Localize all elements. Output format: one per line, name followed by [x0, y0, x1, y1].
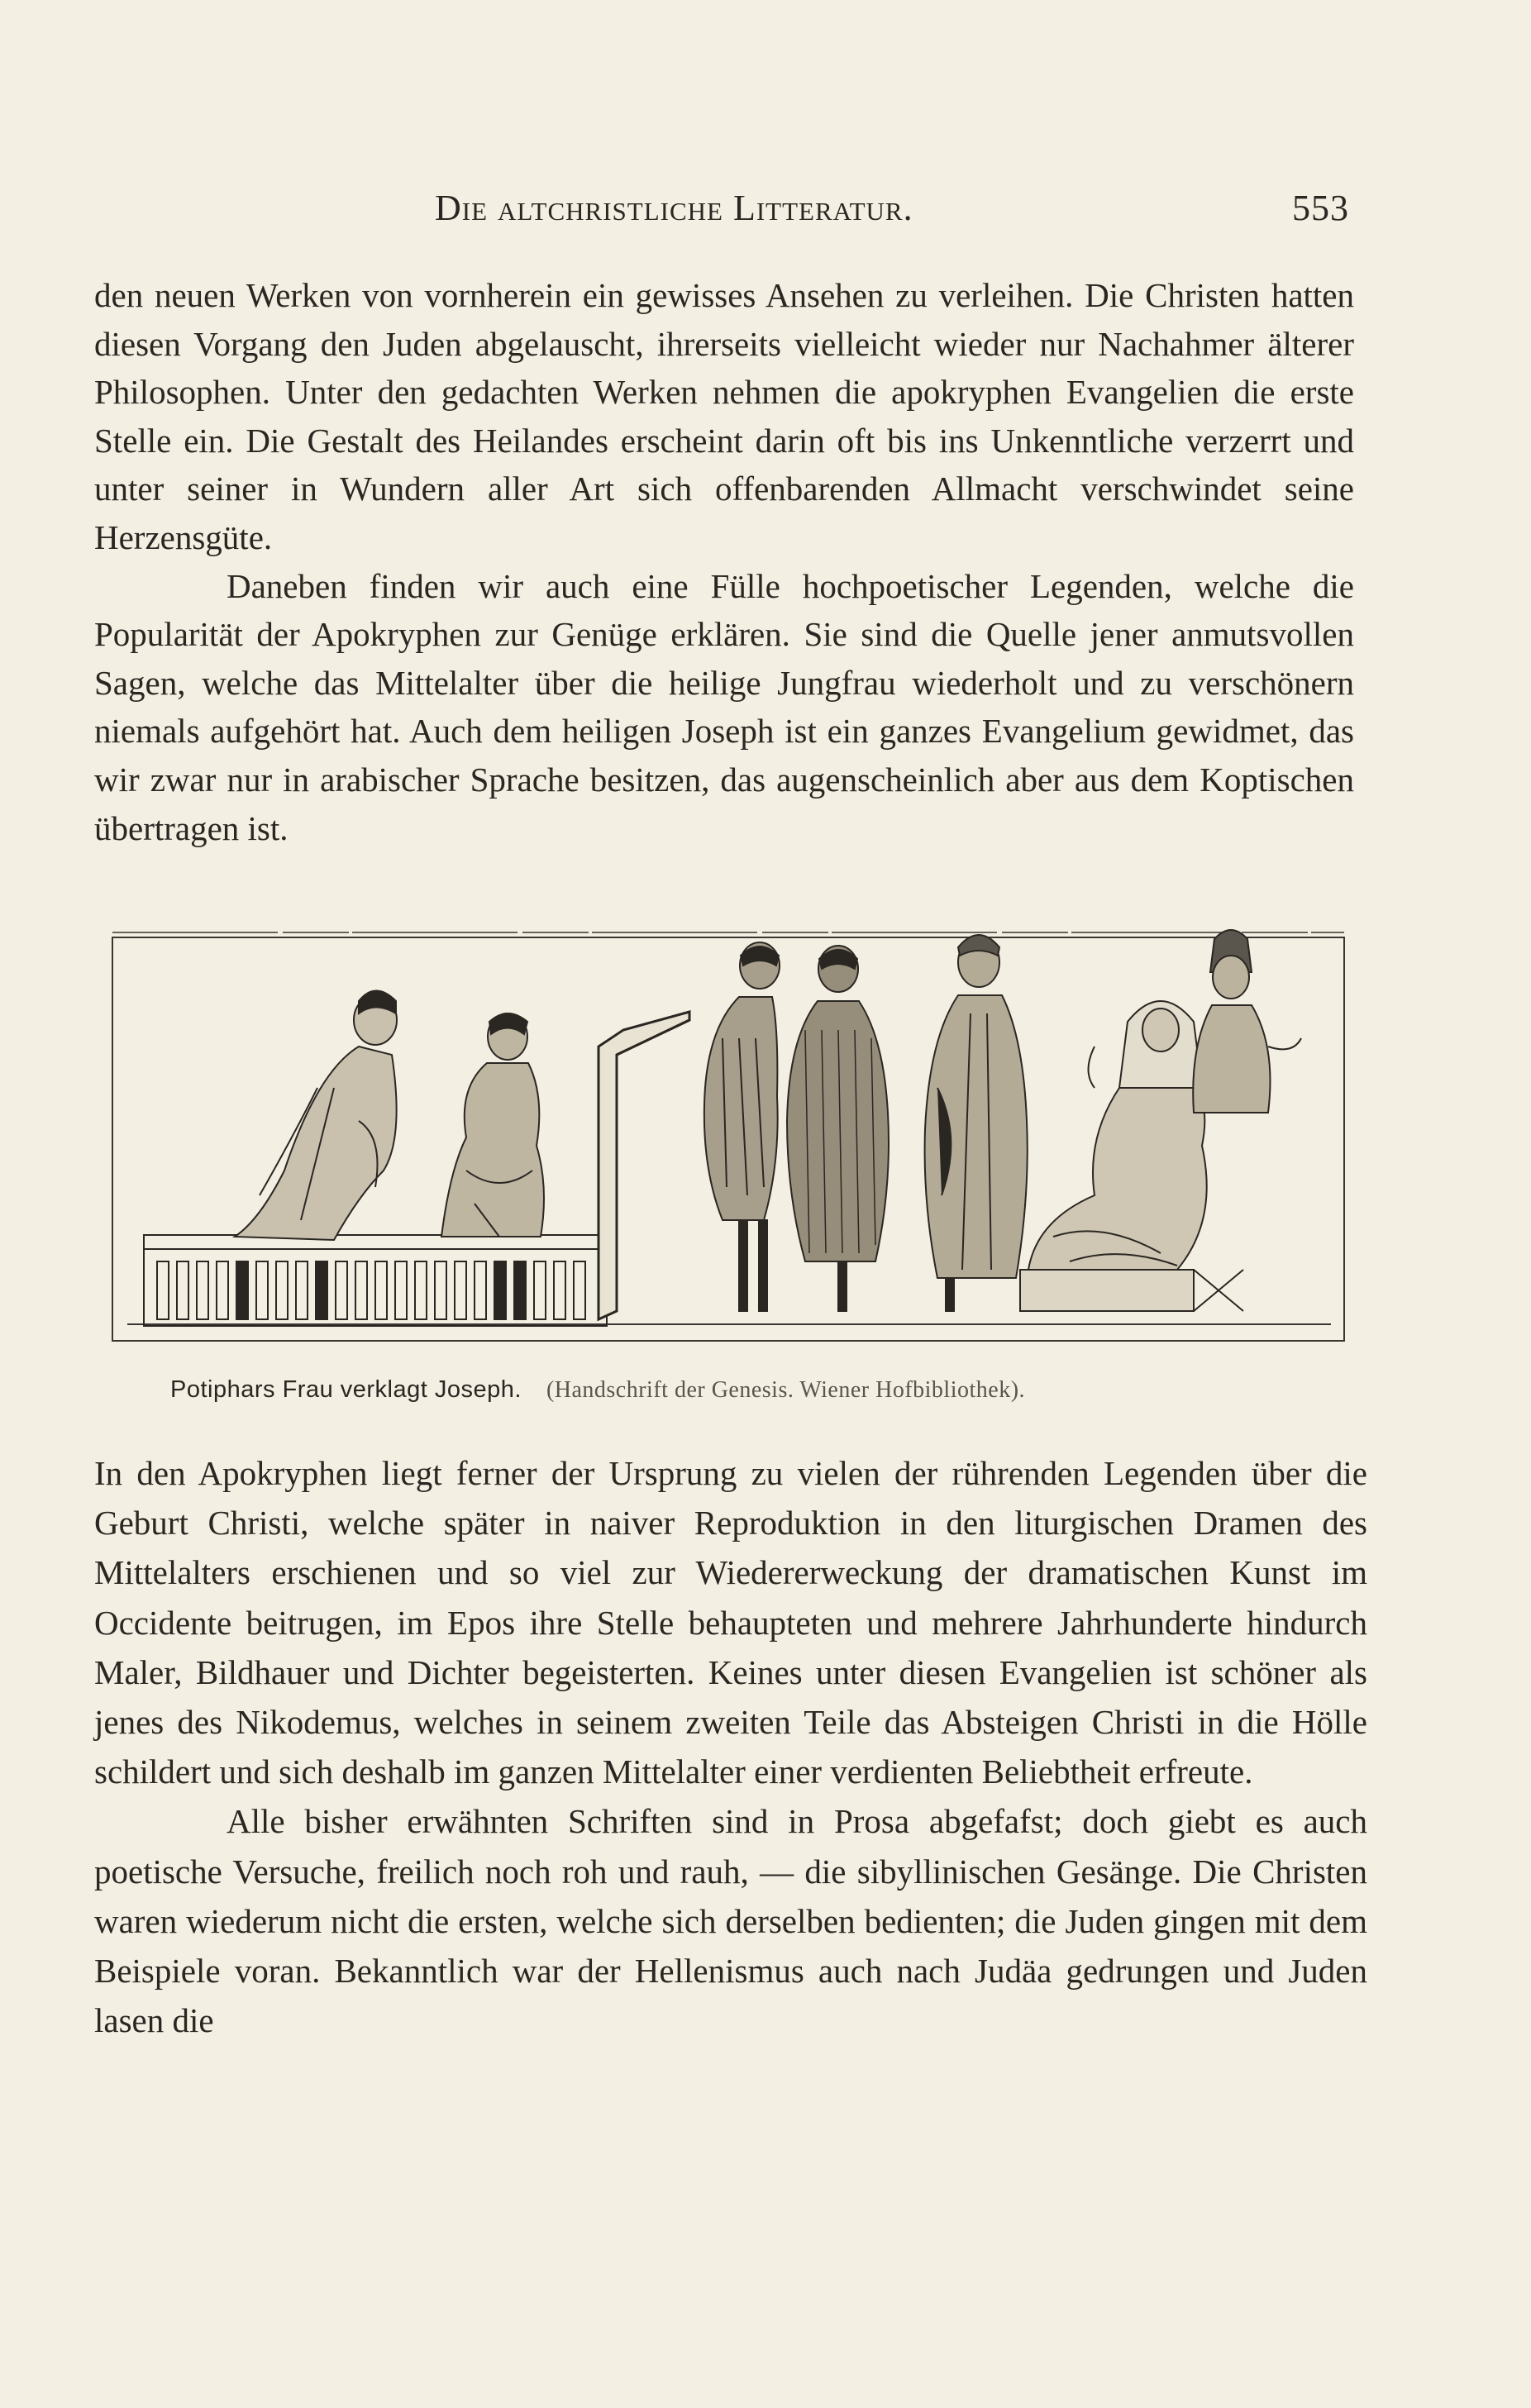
balustrade-posts [157, 1261, 585, 1319]
figure-standing-man-2 [787, 946, 889, 1311]
figure-servant [1193, 930, 1301, 1113]
figure-standing-man-3 [925, 935, 1028, 1311]
illustration-potiphar [111, 923, 1347, 1344]
text-block-upper [94, 271, 1354, 852]
running-header [96, 187, 1349, 236]
engraving-illustration [111, 923, 1347, 1344]
figure-seated-woman [441, 1013, 544, 1237]
caption-title: Potiphars Frau verklagt Joseph. [170, 1376, 522, 1403]
figure-kneeling-man [235, 991, 397, 1241]
doorway [599, 1012, 689, 1319]
balustrade [144, 1235, 607, 1326]
paragraph: Daneben finden wir auch eine Fülle hochpoetischer Legenden, welche die Popularität der Apokryphen zur Genüge erklären. Sie sind die Quelle jener anmutsvollen Sagen, welche das Mittelalter über die heilige Jungfrau wiederholt und zu verschönern niemals aufgehört hat. Auch dem heiligen Joseph ist ein ganzes Evangelium gewidmet, das wir zwar nur in arabischer Sprache besitzen, das augenscheinlich aber aus dem Koptischen übertragen ist. [94, 566, 1354, 847]
figure-caption [170, 1376, 1344, 1404]
paragraph: den neuen Werken von vornherein ein gewisses Ansehen zu verleihen. Die Christen hatten diesen Vorgang den Juden abgelauscht, ihrerseits vielleicht wieder nur Nachahmer älterer Philosophen. Unter den gedachten Werken nehmen die apokryphen Evangelien die erste Stelle ein. Die Gestalt des Heilandes erscheint darin oft bis ins Unkenntliche verzerrt und unter seiner in Wundern aller Art sich offenbarenden Allmacht verschwindet seine Herzensgüte. [94, 276, 1354, 556]
figure-standing-man-1 [704, 942, 780, 1311]
page-number: 553 [1292, 188, 1349, 228]
running-title: Die altchristliche Litteratur. [435, 188, 913, 228]
text-block-lower [94, 1448, 1367, 2045]
paragraph: Alle bisher erwähnten Schriften sind in Prosa abgefafst; doch giebt es auch poetische Versuche, freilich noch roh und rauh, — die sibyllinischen Gesänge. Die Christen waren wiederum nicht die ersten, welche sich derselben bedienten; die Juden gingen mit dem Beispiele voran. Bekanntlich war der Hellenismus auch nach Judäa gedrungen und Juden lasen die [94, 1802, 1367, 2040]
caption-source: (Handschrift der Genesis. Wiener Hofbibliothek). [546, 1377, 1026, 1403]
paragraph: In den Apokryphen liegt ferner der Ursprung zu vielen der rührenden Legenden über die Geburt Christi, welche später in naiver Reproduktion in den liturgischen Dramen des Mittelalters erschienen und so viel zur Wiedererweckung der dramatischen Kunst im Occidente beitrugen, im Epos ihre Stelle behaupteten und mehrere Jahrhunderte hindurch Maler, Bildhauer und Dichter begeisterten. Keines unter diesen Evangelien ist schöner als jenes des Nikodemus, welches in seinem zweiten Teile das Absteigen Christi in die Hölle schildert und sich deshalb im ganzen Mittelalter einer verdienten Beliebtheit erfreute. [94, 1454, 1367, 1791]
